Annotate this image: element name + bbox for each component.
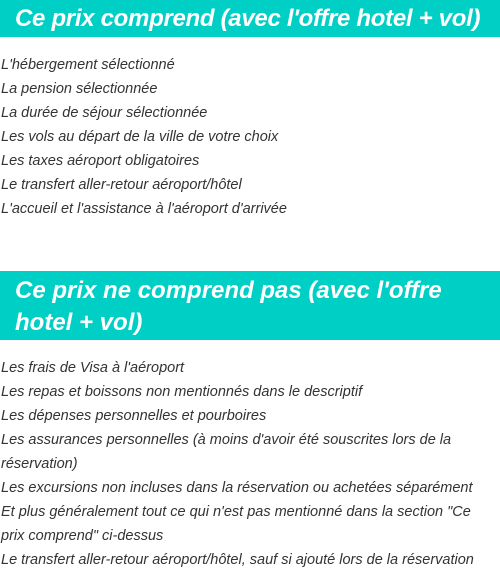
included-items-list (0, 53, 500, 221)
list-item: Les assurances personnelles (à moins d'avoir été souscrites lors de la réservation) (1, 432, 452, 472)
list-item: Et plus généralement tout ce qui n'est pas mentionné dans la section "Ce prix comprend" ci-dessus (1, 504, 471, 544)
list-item: La durée de séjour sélectionnée (1, 105, 208, 121)
list-item: Les taxes aéroport obligatoires (1, 153, 200, 169)
list-item: Le transfert aller-retour aéroport/hôtel, sauf si ajouté lors de la réservation (1, 552, 474, 568)
list-item: Les dépenses personnelles et pourboires (1, 408, 267, 424)
list-item: Le transfert aller-retour aéroport/hôtel (1, 177, 242, 193)
list-item: La pension sélectionnée (1, 81, 158, 97)
list-item: Les vols au départ de la ville de votre choix (1, 129, 279, 145)
list-item: Les repas et boissons non mentionnés dans le descriptif (1, 384, 363, 400)
included-section-title: Ce prix comprend (avec l'offre hotel + vol) (0, 0, 500, 37)
list-item: L'hébergement sélectionné (1, 57, 175, 73)
list-item: L'accueil et l'assistance à l'aéroport d'arrivée (1, 201, 287, 217)
list-item: Les frais de Visa à l'aéroport (1, 360, 185, 376)
excluded-items-list (0, 356, 500, 572)
excluded-section-title: Ce prix ne comprend pas (avec l'offre hotel + vol) (0, 271, 500, 340)
list-item: Les excursions non incluses dans la réservation ou achetées séparément (1, 480, 473, 496)
